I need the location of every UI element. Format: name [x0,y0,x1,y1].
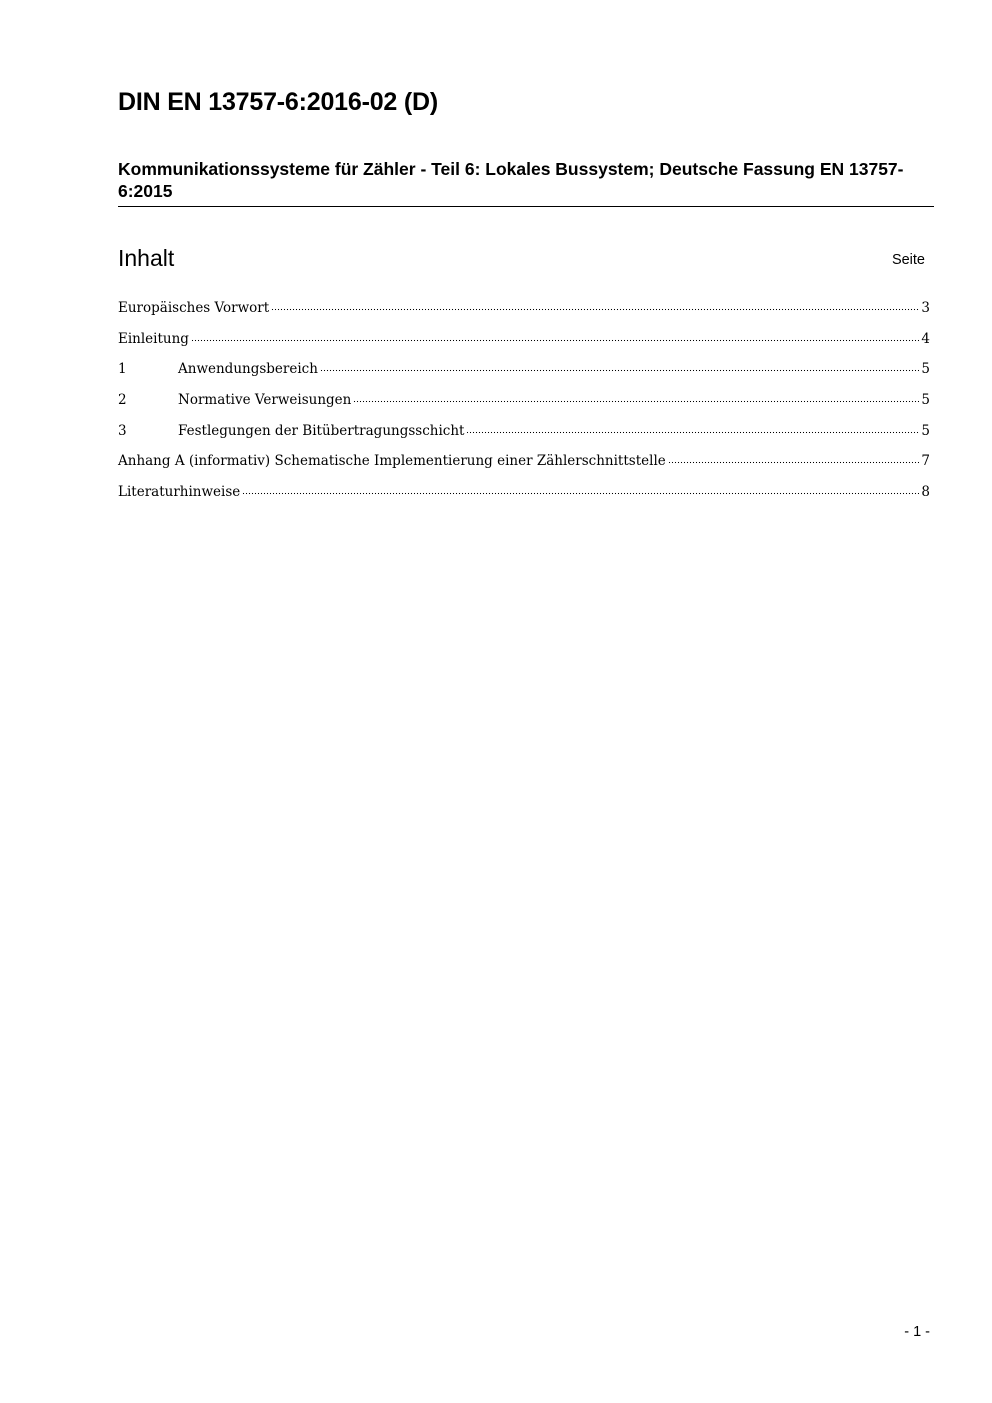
toc-entry-label: Europäisches Vorwort [118,300,270,316]
toc-entry-scope[interactable] [118,361,930,392]
toc-entry-page: 5 [921,422,930,439]
toc-entry-introduction[interactable] [118,331,930,362]
table-of-contents [118,300,930,515]
toc-entry-label: Normative Verweisungen [178,392,352,409]
toc-entry-page: 8 [921,484,930,501]
toc-entry-bibliography[interactable] [118,484,930,515]
toc-dot-leader [466,422,919,434]
toc-entry-page: 3 [921,300,930,316]
toc-dot-leader [320,360,919,372]
toc-entry-page: 7 [921,453,930,470]
toc-dot-leader [668,452,920,464]
toc-entry-number: 2 [118,392,127,409]
document-title: DIN EN 13757-6:2016-02 (D) [118,88,438,116]
toc-entry-label: Anhang A (informativ) Schematische Implementierung einer Zählerschnittstelle [118,453,666,470]
toc-dot-leader [353,391,919,403]
toc-dot-leader [191,330,919,342]
toc-entry-page: 5 [921,392,930,409]
toc-entry-number: 1 [118,361,127,378]
toc-entry-label: Anwendungsbereich [178,361,318,378]
toc-entry-label: Festlegungen der Bitübertragungsschicht [178,422,465,439]
toc-entry-label: Literaturhinweise [118,484,241,501]
document-subtitle: Kommunikationssysteme für Zähler - Teil 6: Lokales Bussystem; Deutsche Fassung EN 13757-6:2015 [118,159,904,201]
toc-entry-annex-a[interactable] [118,453,930,484]
toc-entry-page: 4 [921,330,930,347]
title-divider [118,206,934,207]
toc-dot-leader [271,299,919,311]
toc-entry-page: 5 [921,361,930,378]
page-number: - 1 - [904,1324,930,1340]
toc-entry-foreword[interactable] [118,300,930,331]
toc-entry-number: 3 [118,422,127,439]
toc-entry-normative-references[interactable] [118,392,930,423]
toc-entry-label: Einleitung [118,330,189,347]
toc-dot-leader [242,483,919,495]
toc-page-column-label: Seite [891,252,925,268]
toc-entry-physical-layer[interactable] [118,423,930,454]
toc-heading: Inhalt [118,245,175,271]
